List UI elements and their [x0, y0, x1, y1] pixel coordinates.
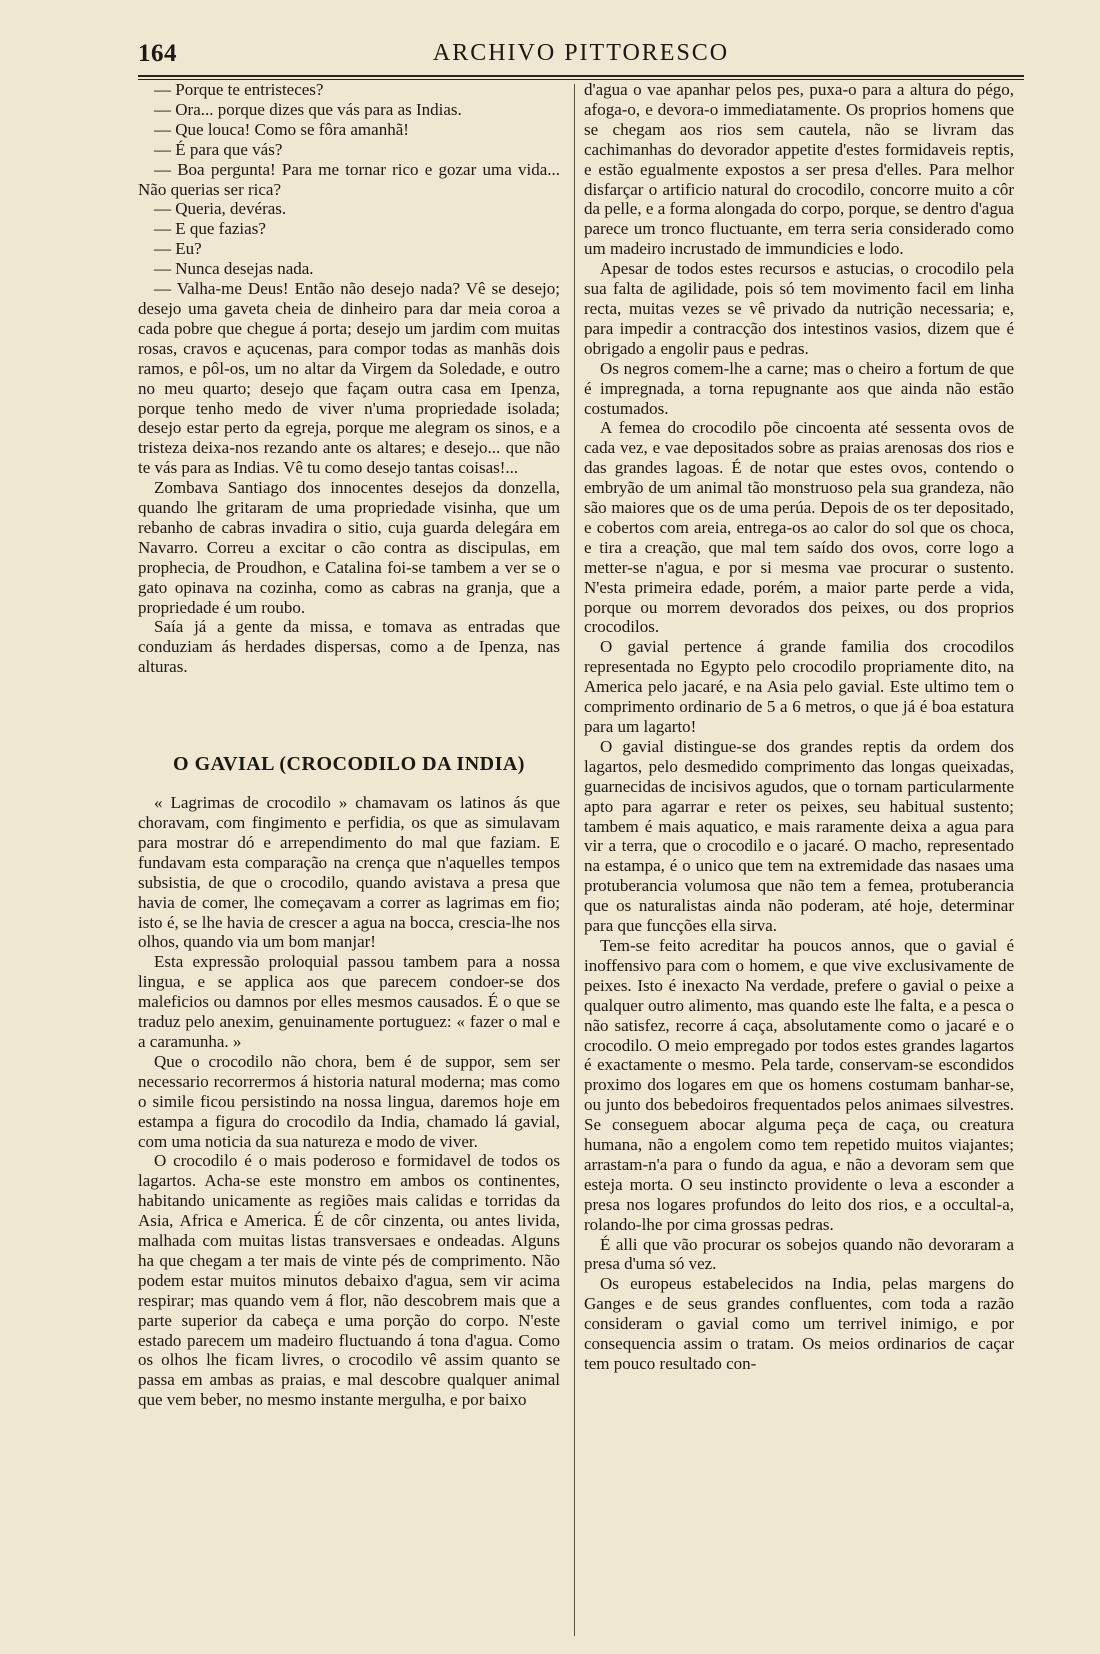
column-divider: [574, 84, 575, 1636]
article-paragraph: Os europeus estabelecidos na India, pelas margens do Ganges e de seus grandes confluentes, com toda a razão consideram o gavial como um terrivel inimigo, e por consequencia assim o tratam. Os meios ordinarios de caçar tem pouco resultado con-: [584, 1274, 1014, 1373]
dialog-line: — Que louca! Como se fôra amanhã!: [154, 119, 409, 139]
article-paragraph: « Lagrimas de crocodilo » chamavam os latinos ás que choravam, com fingimento e perfidia, os que as simulavam para mostrar dó e arrependimento do mal que faziam. E fundavam esta comparação na crença que n'aquelles tempos subsistia, de que o crocodilo, quando avistava a presa que havia de comer, lhe começavam a correr as lagrimas em fio; isto é, se lhe havia de crescer a agua na bocca, crescia-lhe nos olhos, quando via um bom manjar!: [138, 793, 560, 952]
article-paragraph: O crocodilo é o mais poderoso e formidavel de todos os lagartos. Acha-se este monstro em ambos os continentes, habitando unicamente as regiões mais calidas e torridas da Asia, Africa e America. É de côr cinzenta, ou antes livida, malhada com muitas listas transversaes e ondeadas. Alguns ha que chegam a ter mais de vinte pés de comprimento. Não podem estar muitos minutos debaixo d'agua, sem vir acima respirar; mas quando vem á flor, não descobrem mais que a parte superior da cabeça e uma porção do corpo. N'este estado parecem um madeiro fluctuando á tona d'agua. Como os olhos lhe ficam livres, o crocodilo vê assim quanto se passa em ambas as praias, e mal descobre qualquer animal que vem beber, no mesmo instante mergulha, e por baixo: [138, 1151, 560, 1410]
article-paragraph: Os negros comem-lhe a carne; mas o cheiro a fortum de que é impregnada, a torna repugnante aos que ainda não estão costumados.: [584, 358, 1014, 418]
running-title: ARCHIVO PITTORESCO: [432, 40, 730, 66]
narrative-paragraph: Zombava Santiago dos innocentes desejos da donzella, quando lhe gritaram de uma propriedade visinha, que um rebanho de cabras invadira o sitio, cuja guarda delegára em Navarro. Correu a excitar o cão contra as discipulas, em prophecia, de Proudhon, e Catalina foi-se tambem a ver se o gato opinava na cozinha, como as cabras na granja, que a propriedade é um roubo.: [138, 478, 560, 617]
article-paragraph: A femea do crocodilo põe cincoenta até sessenta ovos de cada vez, e vae depositados sobre as praias arenosas dos rios e das grandes lagoas. É de notar que estes ovos, contendo o embryão de um animal tão monstruoso pela sua grandeza, não são maiores que os de uma perúa. Depois de os ter depositado, e cobertos com areia, entrega-os ao calor do sol que os choca, e tira a creação, que mal tem saído dos ovos, corre logo a metter-se n'agua, e por si mesma vae procurar o sustento. N'esta primeira edade, porém, a maior parte perde a vida, porque ou morrem devorados dos peixes, ou dos proprios crocodilos.: [584, 418, 1014, 637]
dialog-line: — E que fazias?: [154, 219, 266, 239]
left-column: [138, 80, 560, 1410]
article-paragraph: O gavial distingue-se dos grandes reptis da ordem dos lagartos, pelo desmedido comprimento das longas queixadas, guarnecidas de incisivos agudos, que o tornam particularmente apto para agarrar e reter os peixes, seu habitual sustento; tambem é mais aquatico, e mais raramente deixa a agua para vir a terra, que o crocodilo e o jacaré. O macho, representado na estampa, é o unico que tem na extremidade das nasaes uma protuberancia volumosa que não tem a femea, protuberancia que os naturalistas ainda não poderam, até hoje, determinar para que funcções ella sirva.: [584, 736, 1014, 936]
dialog-line: — Queria, devéras.: [154, 199, 287, 219]
header-rule: [138, 75, 1024, 77]
article-paragraph: É alli que vão procurar os sobejos quando não devoraram a presa d'uma só vez.: [584, 1234, 1014, 1274]
right-column: [584, 80, 1014, 1374]
article-paragraph: Tem-se feito acreditar ha poucos annos, que o gavial é inoffensivo para com o homem, e que vive exclusivamente de peixes. Isto é inexacto Na verdade, prefere o gavial o peixe a qualquer outro alimento, mas quando este lhe falta, e a pesca o não satisfez, recorre á caça, absolutamente como o jacaré e o crocodilo. O meio empregado por todos estes grandes lagartos é exactamente o mesmo. Pela tarde, conservam-se escondidos proximo dos logares em que os homens costumam banhar-se, ou junto dos bebedoiros frequentados pelos animaes silvestres. Se conseguem abocar alguma peça de caça, ou creatura humana, não a engolem como tem repetido muitos viajantes; arrastam-n'a para o fundo da agua, e não a devoram sem que esteja morta. O seu instincto providente o leva a esconder a presa nos logares profundos do leito dos rios, e a occultal-a, rolando-lhe por cima grossas pedras.: [584, 935, 1014, 1234]
narrative-paragraph: Saía já a gente da missa, e tomava as entradas que conduziam ás herdades dispersas, como a de Ipenza, nas alturas.: [138, 617, 560, 677]
page-number: 164: [138, 40, 177, 67]
dialog-line: — Porque te entristeces?: [154, 80, 324, 99]
dialog-line: — Valha-me Deus! Então não desejo nada? Vê se desejo; desejo uma gaveta cheia de dinheiro para dar meia coroa a cada pobre que chegue á porta; desejo um jardim com muitas rosas, cravos e açucenas, para compor todas as manhãs dois ramos, e pôl-os, um no altar da Virgem da Soledade, e outro no meu quarto; desejo que façam outra casa em Ipenza, porque tenho medo de viver n'uma propriedade isolada; desejo estar perto da egreja, porque me alegram os sinos, e a tristeza deixa-nos rezando ante os altares; e desejo... que não te vás para as Indias. Vê tu como desejo tantas coisas!...: [138, 279, 560, 478]
article-paragraph: Apesar de todos estes recursos e astucias, o crocodilo pela sua falta de agilidade, pois só tem movimento facil em linha recta, muitas vezes se vê privado da nutrição necessaria; e, para impedir a contracção dos intestinos vasios, dizem que é obrigado a engolir paus e pedras.: [584, 259, 1014, 358]
dialog-line: — Boa pergunta! Para me tornar rico e gozar uma vida... Não querias ser rica?: [138, 159, 560, 199]
article-paragraph: Que o crocodilo não chora, bem é de suppor, sem ser necessario recorrermos á historia natural moderna; mas como o simile ficou persistindo na nossa lingua, daremos hoje em estampa a figura do crocodilo da India, chamado lá gavial, com uma noticia da sua natureza e modo de viver.: [138, 1051, 560, 1151]
article-paragraph: O gavial pertence á grande familia dos crocodilos representada no Egypto pelo crocodilo propriamente dito, na America pelo jacaré, e na Asia pelo gavial. Este ultimo tem o comprimento ordinario de 5 a 6 metros, o que já é boa estatura para um lagarto!: [584, 637, 1014, 736]
section-title: O GAVIAL (CROCODILO DA INDIA): [173, 753, 525, 776]
page-header: [138, 40, 1024, 74]
dialog-line: — É para que vás?: [154, 139, 283, 159]
dialog-line: — Nunca desejas nada.: [154, 259, 314, 279]
dialog-line: — Eu?: [154, 239, 202, 259]
continued-paragraph: d'agua o vae apanhar pelos pes, puxa-o para a altura do pégo, afoga-o, e devora-o immediatamente. Os proprios homens que se chegam aos rios sem cautela, não se livram das cachimanhas do devorador appetite d'estes formidaveis reptis, e estão egualmente expostos a ser presa d'elles. Para melhor disfarçar o artificio natural do crocodilo, concorre muito a côr da pelle, e a forma alongada do corpo, porque, se dentro d'agua parece um tronco fluctuante, em terra seria considerado como um madeiro incrustado de immundicies e lodo.: [584, 80, 1014, 259]
article-paragraph: Esta expressão proloquial passou tambem para a nossa lingua, e se applica aos que parecem condoer-se dos maleficios ou damnos por elles mesmos causados. É o que se traduz pelo anexim, genuinamente portuguez: « fazer o mal e a caramunha. »: [138, 952, 560, 1051]
dialog-line: — Ora... porque dizes que vás para as Indias.: [154, 99, 462, 119]
